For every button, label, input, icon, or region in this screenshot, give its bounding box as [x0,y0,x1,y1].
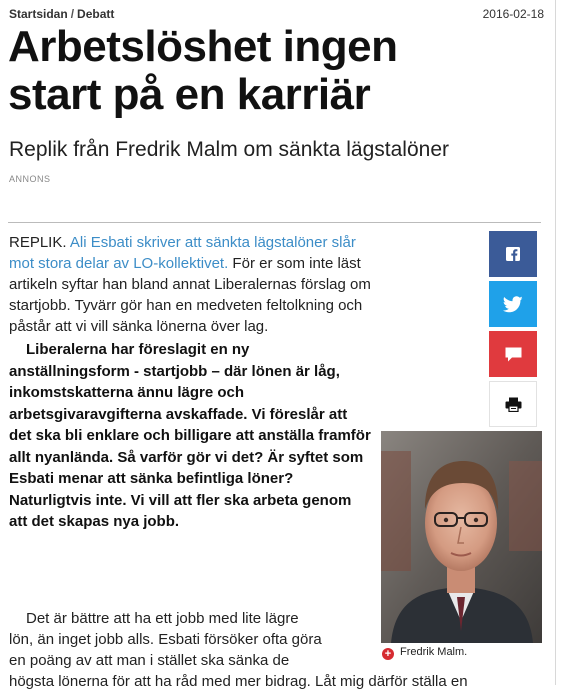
window-edge [555,0,566,685]
print-button[interactable] [489,381,537,427]
author-portrait-image [381,431,542,643]
lead-prefix: REPLIK. [9,234,67,251]
top-bar [9,6,544,22]
breadcrumb [9,6,114,22]
article-body [9,232,373,533]
share-comment-button[interactable] [489,331,537,377]
print-icon [505,397,522,412]
share-twitter-button[interactable] [489,281,537,327]
author-photo[interactable] [381,431,542,643]
para3-line1: Det är bättre att ha ett jobb med lite lägre [26,610,299,627]
ad-label: ANNONS [9,174,51,184]
caption-text: Fredrik Malm. [400,646,468,658]
plus-icon[interactable]: + [382,648,394,660]
divider [8,222,541,223]
para3-line2: lön, än inget jobb alls. Esbati försöker ofta göra [9,631,322,648]
breadcrumb-startsidan[interactable]: Startsidan [9,7,68,21]
bold-paragraph-text: Liberalerna har föreslagit en ny anställningsform - startjobb – där lönen är låg, inkomstskatterna ännu lägre och arbetsgivaravgifterna avskaffade. Vi föreslår att det ska bli enklare och billigare att anställa framför allt nyanlända. Så varför gör vi det? Är syftet som Esbati menar att sänka befintliga löner? Naturligtvis inte. Vi vill att fler ska arbeta genom att det skapas nya jobb. [9,341,371,530]
article-title [8,23,548,119]
breadcrumb-debatt[interactable]: Debatt [77,7,115,21]
twitter-icon [503,296,523,313]
lead-paragraph [9,232,373,337]
bold-paragraph [9,339,373,533]
comment-icon [505,347,522,362]
article-title-line2: start på en karriär [8,70,371,119]
para3-line3: en poäng av att man i stället ska sänka de [9,652,290,669]
facebook-icon [505,246,521,262]
para3-line4: högsta lönerna för att ha råd med mer bidrag. Låt mig därför ställa en [9,673,468,690]
breadcrumb-separator: / [70,7,75,21]
article-subtitle: Replik från Fredrik Malm om sänkta lägstalöner [9,138,449,161]
share-facebook-button[interactable] [489,231,537,277]
photo-caption [382,644,547,660]
reference-article-link[interactable]: Ali Esbati skriver att sänkta lägstalöner slår mot stora delar av LO-kollektivet. [9,234,356,272]
article-title-line1: Arbetslöshet ingen [8,22,398,71]
lead-text: För er som inte läst artikeln syftar han bland annat Liberalernas förslag om startjobb. Tyvärr gör han en medveten feltolkning och påstår att vi vill sänka lönerna över lag. [9,255,371,335]
publish-date: 2016-02-18 [482,7,544,21]
